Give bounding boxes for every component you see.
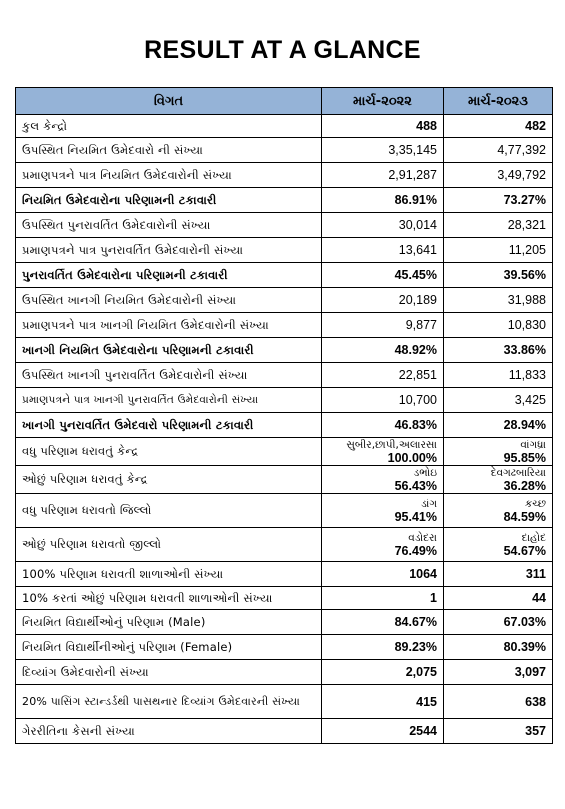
- value-2022: 22,851: [322, 363, 444, 388]
- value-2023: 3,49,792: [444, 163, 553, 188]
- value-2023: 39.56%: [444, 263, 553, 288]
- value-2023: 28.94%: [444, 413, 553, 438]
- value-2022: 86.91%: [322, 188, 444, 213]
- value-2022: 2,91,287: [322, 163, 444, 188]
- row-label: ઉપસ્થિત પુનરાવર્તિત ઉમેદવારોની સંખ્યા: [16, 213, 322, 238]
- header-march-2023: માર્ચ-૨૦૨૩: [444, 88, 553, 115]
- row-label: ઓછું પરિણામ ધરાવતો જીલ્લો: [16, 528, 322, 562]
- value-2023: 4,77,392: [444, 138, 553, 163]
- percentage: 84.59%: [503, 509, 546, 524]
- value-2022: 2,075: [322, 660, 444, 685]
- value-2023: 10,830: [444, 313, 553, 338]
- table-row: [16, 587, 553, 610]
- percentage: 95.41%: [394, 509, 437, 524]
- table-row: [16, 719, 553, 744]
- table-row: [16, 494, 553, 528]
- value-2022: 30,014: [322, 213, 444, 238]
- center-name: સુબીર,છાપી,અલારસા: [346, 438, 437, 451]
- row-label: નિયમિત વિદ્યાર્થીનીઓનું પરિણામ (Female): [16, 635, 322, 660]
- percentage: 36.28%: [503, 478, 546, 493]
- table-row: [16, 138, 553, 163]
- value-2022: [322, 438, 444, 466]
- table-row: [16, 466, 553, 494]
- row-label: ઉપસ્થિત ખાનગી પુનરાવર્તિત ઉમેદવારોની સંખ્યા: [16, 363, 322, 388]
- district-name: કચ્છ: [524, 497, 546, 510]
- value-2023: 31,988: [444, 288, 553, 313]
- table-row: [16, 163, 553, 188]
- value-2022: 1: [322, 587, 444, 610]
- percentage: 76.49%: [394, 543, 437, 558]
- header-march-2022: માર્ચ-૨૦૨૨: [322, 88, 444, 115]
- value-2023: [444, 466, 553, 494]
- table-row: [16, 635, 553, 660]
- value-2022: 84.67%: [322, 610, 444, 635]
- row-label: વધુ પરિણામ ધરાવતો જિલ્લો: [16, 494, 322, 528]
- value-2022: 9,877: [322, 313, 444, 338]
- value-2023: 11,833: [444, 363, 553, 388]
- table-row: [16, 388, 553, 413]
- row-label: ખાનગી પુનરાવર્તિત ઉમેદવારો પરિણામની ટકાવારી: [16, 413, 322, 438]
- value-2023: 73.27%: [444, 188, 553, 213]
- value-2023: 357: [444, 719, 553, 744]
- district-name: ડાંગ: [420, 497, 437, 510]
- table-row: [16, 238, 553, 263]
- value-2023: 3,097: [444, 660, 553, 685]
- page-title: RESULT AT A GLANCE: [144, 36, 421, 64]
- row-label: 20% પાસિંગ સ્ટાન્ડર્ડથી પાસથનાર દિવ્યાંગ ઉમેદવારની સંખ્યા: [16, 685, 322, 719]
- value-2022: 415: [322, 685, 444, 719]
- center-name: ડભોઇ: [413, 466, 437, 479]
- row-label: વધુ પરિણામ ધરાવતું કેન્દ્ર: [16, 438, 322, 466]
- row-label: પ્રમાણપત્રને પાત્ર નિયમિત ઉમેદવારોની સંખ્યા: [16, 163, 322, 188]
- value-2023: [444, 494, 553, 528]
- percentage: 54.67%: [503, 543, 546, 558]
- row-label: ઉપસ્થિત નિયમિત ઉમેદવારો ની સંખ્યા: [16, 138, 322, 163]
- value-2023: 482: [444, 115, 553, 138]
- row-label: કુલ કેન્દ્રો: [16, 115, 322, 138]
- value-2022: 13,641: [322, 238, 444, 263]
- row-label: ઉપસ્થિત ખાનગી નિયમિત ઉમેદવારોની સંખ્યા: [16, 288, 322, 313]
- table-row: [16, 610, 553, 635]
- table-header-row: [16, 88, 553, 115]
- row-label: 10% કરતાં ઓછું પરિણામ ધરાવતી શાળાઓની સંખ્યા: [16, 587, 322, 610]
- value-2022: 48.92%: [322, 338, 444, 363]
- value-2022: [322, 466, 444, 494]
- table-row: [16, 562, 553, 587]
- row-label: પુનરાવર્તિત ઉમેદવારોના પરિણામની ટકાવારી: [16, 263, 322, 288]
- row-label: નિયમિત વિદ્યાર્થીઓનું પરિણામ (Male): [16, 610, 322, 635]
- table-row: [16, 115, 553, 138]
- value-2022: 2544: [322, 719, 444, 744]
- row-label: પ્રમાણપત્રને પાત્ર ખાનગી પુનરાવર્તિત ઉમેદવારોની સંખ્યા: [16, 388, 322, 413]
- value-2022: 46.83%: [322, 413, 444, 438]
- value-2023: [444, 438, 553, 466]
- row-label: ખાનગી નિયમિત ઉમેદવારોના પરિણામની ટકાવારી: [16, 338, 322, 363]
- value-2023: 311: [444, 562, 553, 587]
- table-row: [16, 313, 553, 338]
- value-2022: 10,700: [322, 388, 444, 413]
- value-2022: 89.23%: [322, 635, 444, 660]
- row-label: પ્રમાણપત્રને પાત્ર ખાનગી નિયમિત ઉમેદવારોની સંખ્યા: [16, 313, 322, 338]
- percentage: 95.85%: [503, 450, 546, 465]
- table-row: [16, 413, 553, 438]
- district-name: વડોદરા: [408, 531, 437, 544]
- value-2023: 67.03%: [444, 610, 553, 635]
- header-detail: વિગત: [16, 88, 322, 115]
- result-table: [15, 87, 553, 744]
- value-2022: [322, 528, 444, 562]
- percentage: 56.43%: [394, 478, 437, 493]
- table-row: [16, 685, 553, 719]
- row-label: ગેરરીતિના કેસની સંખ્યા: [16, 719, 322, 744]
- row-label: 100% પરિણામ ધરાવતી શાળાઓની સંખ્યા: [16, 562, 322, 587]
- table-row: [16, 263, 553, 288]
- row-label: નિયમિત ઉમેદવારોના પરિણામની ટકાવારી: [16, 188, 322, 213]
- percentage: 100.00%: [387, 450, 437, 465]
- center-name: દેવગઢબારિયા: [490, 466, 546, 479]
- value-2023: 3,425: [444, 388, 553, 413]
- value-2022: [322, 494, 444, 528]
- value-2023: 33.86%: [444, 338, 553, 363]
- center-name: વાંગધ્રા: [520, 438, 546, 451]
- value-2023: 80.39%: [444, 635, 553, 660]
- row-label: દિવ્યાંગ ઉમેદવારોની સંખ્યા: [16, 660, 322, 685]
- value-2022: 1064: [322, 562, 444, 587]
- value-2023: 638: [444, 685, 553, 719]
- table-row: [16, 363, 553, 388]
- table-row: [16, 338, 553, 363]
- value-2022: 488: [322, 115, 444, 138]
- table-row: [16, 528, 553, 562]
- table-row: [16, 438, 553, 466]
- value-2023: 11,205: [444, 238, 553, 263]
- table-row: [16, 213, 553, 238]
- table-row: [16, 660, 553, 685]
- value-2023: [444, 528, 553, 562]
- row-label: પ્રમાણપત્રને પાત્ર પુનરાવર્તિત ઉમેદવારોની સંખ્યા: [16, 238, 322, 263]
- value-2022: 45.45%: [322, 263, 444, 288]
- table-row: [16, 188, 553, 213]
- value-2022: 3,35,145: [322, 138, 444, 163]
- table-row: [16, 288, 553, 313]
- row-label: ઓછું પરિણામ ધરાવતું કેન્દ્ર: [16, 466, 322, 494]
- value-2023: 28,321: [444, 213, 553, 238]
- district-name: દાહોદ: [521, 531, 546, 544]
- value-2022: 20,189: [322, 288, 444, 313]
- value-2023: 44: [444, 587, 553, 610]
